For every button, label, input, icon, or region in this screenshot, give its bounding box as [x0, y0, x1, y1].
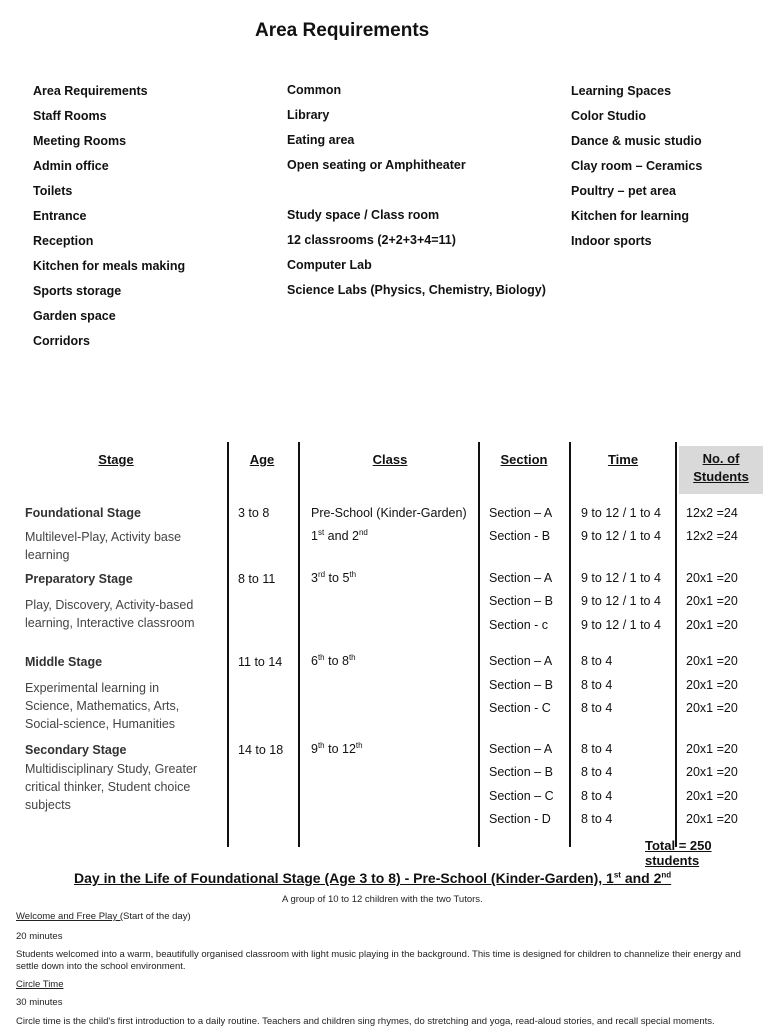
class-part: to 5 — [325, 571, 350, 585]
table-divider — [569, 442, 571, 847]
row-section: Section - C — [489, 701, 551, 715]
list-item: Computer Lab — [287, 258, 372, 272]
row-section: Section - B — [489, 529, 551, 543]
row-students: 20x1 =20 — [686, 701, 738, 715]
row-time: 9 to 12 / 1 to 4 — [581, 571, 661, 585]
stage-name: Foundational Stage — [25, 506, 141, 520]
row-students: 20x1 =20 — [686, 789, 738, 803]
list-item: Library — [287, 108, 330, 122]
stage-name: Preparatory Stage — [25, 572, 133, 586]
total-students: Total = 250 students — [645, 838, 712, 868]
activity-description: Students welcomed into a warm, beautifully organised classroom with light music playing in the background. This time is designed for children to channelize their energy and settle down into the school environment. — [16, 949, 741, 972]
row-students: 20x1 =20 — [686, 654, 738, 668]
stage-age: 8 to 11 — [238, 572, 276, 586]
class-sup: th — [355, 740, 363, 750]
row-section: Section - c — [489, 618, 549, 632]
class-part: 6 — [311, 654, 318, 668]
list-item: Clay room – Ceramics — [571, 159, 703, 173]
section-title-sup: nd — [661, 870, 672, 880]
class-sup: st — [317, 527, 325, 537]
stage-desc: Multidisciplinary Study, Greater critical thinker, Student choice subjects — [25, 762, 198, 812]
row-time: 8 to 4 — [581, 654, 613, 668]
row-students: 12x2 =24 — [686, 529, 738, 543]
row-students: 20x1 =20 — [686, 678, 738, 692]
list-item: Learning Spaces — [571, 84, 672, 98]
stage-desc: Multilevel-Play, Activity base learning — [25, 530, 182, 562]
row-section: Section – B — [489, 765, 553, 779]
list-item: Common — [287, 83, 342, 97]
row-students: 20x1 =20 — [686, 742, 738, 756]
row-section: Section – B — [489, 594, 553, 608]
header-students-line1: No. of — [702, 451, 740, 466]
row-students: 20x1 =20 — [686, 812, 738, 826]
list-item: Entrance — [33, 209, 87, 223]
table-divider — [478, 442, 480, 847]
list-item: Admin office — [33, 159, 109, 173]
class-label — [311, 654, 356, 668]
row-section: Section – C — [489, 789, 554, 803]
activity-duration: 20 minutes — [16, 931, 63, 942]
list-item: 12 classrooms (2+2+3+4=11) — [287, 233, 456, 247]
header-class: Class — [372, 452, 408, 467]
class-label — [311, 571, 356, 585]
list-item: Color Studio — [571, 109, 646, 123]
row-time: 9 to 12 / 1 to 4 — [581, 529, 661, 543]
header-age: Age — [249, 452, 275, 467]
list-item: Dance & music studio — [571, 134, 702, 148]
row-time: 9 to 12 / 1 to 4 — [581, 506, 661, 520]
activity-description: Circle time is the child's first introduction to a daily routine. Teachers and children sing rhymes, do stretching and yoga, read-aloud stories, and recall special moments. — [16, 1016, 715, 1027]
row-section: Section - D — [489, 812, 551, 826]
stage-age: 3 to 8 — [238, 506, 270, 520]
row-time: 9 to 12 / 1 to 4 — [581, 618, 661, 632]
students-value: 12x2 =24 — [686, 506, 738, 520]
header-stage: Stage — [98, 452, 134, 467]
class-part: 3 — [311, 571, 318, 585]
class-sup: th — [317, 652, 325, 662]
row-students: 20x1 =20 — [686, 765, 738, 779]
section-title-text: Day in the Life of Foundational Stage (Age 3 to 8) - Pre-School (Kinder-Garden), 1 — [74, 870, 614, 886]
section-title-text: and 2 — [620, 870, 662, 886]
stage-name: Secondary Stage — [25, 743, 127, 757]
section-title-sup: st — [613, 870, 621, 880]
list-item: Reception — [33, 234, 94, 248]
class-part: 9 — [311, 742, 318, 756]
activity-title — [16, 911, 191, 922]
list-item: Poultry – pet area — [571, 184, 676, 198]
row-students: 20x1 =20 — [686, 594, 738, 608]
spacer — [287, 183, 546, 208]
class-sup: rd — [317, 569, 326, 579]
list-item: Toilets — [33, 184, 73, 198]
row-section: Section – A — [489, 742, 553, 756]
list-item: Kitchen for meals making — [33, 259, 186, 273]
section-subtitle: A group of 10 to 12 children with the two Tutors. — [282, 894, 483, 905]
row-section: Section – A — [489, 571, 553, 585]
row-students: 20x1 =20 — [686, 571, 738, 585]
list-item: Eating area — [287, 133, 355, 147]
row-time: 8 to 4 — [581, 742, 613, 756]
class-label — [311, 742, 363, 756]
list-item: Kitchen for learning — [571, 209, 690, 223]
header-time: Time — [607, 452, 639, 467]
activity-duration: 30 minutes — [16, 997, 63, 1008]
stage-age: 14 to 18 — [238, 743, 284, 757]
area-column-learning — [571, 84, 702, 259]
list-item: Corridors — [33, 334, 90, 348]
activity-title-link: Welcome and Free Play ( — [16, 911, 124, 922]
section-title — [74, 870, 671, 886]
row-time: 8 to 4 — [581, 701, 613, 715]
class-sup: th — [348, 652, 356, 662]
list-item: Sports storage — [33, 284, 122, 298]
row-students — [686, 506, 738, 520]
header-students — [679, 446, 763, 494]
row-time: 8 to 4 — [581, 789, 613, 803]
stage-desc: Experimental learning in Science, Mathematics, Arts, Social-science, Humanities — [25, 681, 180, 731]
row-time: 9 to 12 / 1 to 4 — [581, 594, 661, 608]
stage-age: 11 to 14 — [238, 655, 283, 669]
row-section: Section – A — [489, 654, 553, 668]
row-time: 8 to 4 — [581, 812, 613, 826]
class-part: to 12 — [324, 742, 356, 756]
row-section: Section – B — [489, 678, 553, 692]
header-section: Section — [500, 452, 548, 467]
list-item: Indoor sports — [571, 234, 652, 248]
row-students: 20x1 =20 — [686, 618, 738, 632]
list-item: Science Labs (Physics, Chemistry, Biology) — [287, 283, 546, 297]
row-section: Section – A — [489, 506, 553, 520]
class-sup: th — [317, 740, 325, 750]
activity-title-rest: Start of the day) — [123, 911, 191, 922]
row-time: 8 to 4 — [581, 678, 613, 692]
list-item: Garden space — [33, 309, 116, 323]
class-label — [311, 529, 368, 543]
area-column-general — [33, 84, 185, 359]
class-label: Pre-School (Kinder-Garden) — [311, 506, 467, 520]
row-time: 8 to 4 — [581, 765, 613, 779]
class-sup: th — [349, 569, 357, 579]
header-students-line2: Students — [693, 469, 749, 484]
table-divider — [227, 442, 229, 847]
area-column-common — [287, 83, 546, 308]
table-divider — [675, 442, 677, 847]
class-part: to 8 — [324, 654, 349, 668]
list-item: Area Requirements — [33, 84, 148, 98]
list-item: Meeting Rooms — [33, 134, 127, 148]
class-part: 1 — [311, 529, 318, 543]
table-divider — [298, 442, 300, 847]
list-item: Staff Rooms — [33, 109, 107, 123]
class-part: and 2 — [324, 529, 359, 543]
stage-desc: Play, Discovery, Activity-based learning, Interactive classroom — [25, 598, 195, 630]
stage-name: Middle Stage — [25, 655, 103, 669]
activity-title: Circle Time — [16, 979, 64, 990]
list-item: Open seating or Amphitheater — [287, 158, 466, 172]
class-sup: nd — [358, 527, 368, 537]
list-item: Study space / Class room — [287, 208, 440, 222]
